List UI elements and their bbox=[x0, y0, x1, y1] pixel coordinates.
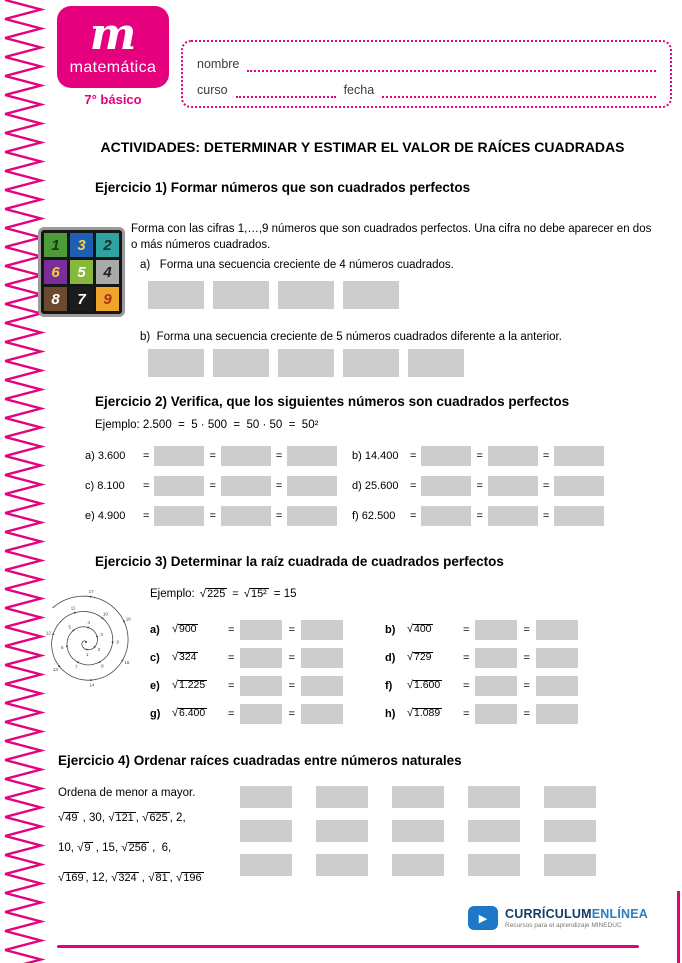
radicand: 729 bbox=[414, 652, 432, 664]
sqrt-expression bbox=[172, 652, 222, 664]
radical-sign-icon: √ bbox=[172, 651, 179, 664]
answer-box[interactable] bbox=[392, 854, 444, 876]
answer-box[interactable] bbox=[154, 476, 204, 496]
answer-box[interactable] bbox=[475, 676, 517, 696]
list-text: , bbox=[169, 872, 177, 884]
equals-sign: = bbox=[523, 680, 530, 692]
spiral-number: 14 bbox=[89, 682, 95, 688]
ex3-item-letter: a) bbox=[150, 624, 160, 636]
equals-sign: = bbox=[228, 708, 235, 720]
ex2-item-label: e) 4.900 bbox=[85, 510, 126, 522]
ex3-example-prefix: Ejemplo: bbox=[150, 588, 195, 601]
equals-sign: = bbox=[523, 652, 530, 664]
answer-box[interactable] bbox=[421, 506, 471, 526]
radical-sign-icon: √ bbox=[172, 679, 179, 692]
curriculum-en-linea-logo bbox=[468, 906, 648, 930]
spiral-number: 8 bbox=[101, 663, 104, 669]
equals-sign: = bbox=[232, 588, 239, 601]
sqrt-expression bbox=[108, 812, 136, 824]
answer-box[interactable] bbox=[301, 620, 343, 640]
equals-sign: = bbox=[476, 510, 483, 522]
answer-box[interactable] bbox=[421, 476, 471, 496]
sqrt-expression bbox=[407, 708, 457, 720]
equals-sign: = bbox=[209, 510, 216, 522]
radicand: 1.089 bbox=[414, 708, 441, 720]
answer-box[interactable] bbox=[240, 854, 292, 876]
ex4-number-list bbox=[58, 803, 238, 893]
spiral-number: 1 bbox=[85, 652, 89, 657]
sqrt-expression bbox=[58, 872, 86, 884]
equals-sign: = bbox=[463, 680, 470, 692]
answer-box[interactable] bbox=[154, 506, 204, 526]
sqrt-expression bbox=[58, 812, 79, 824]
ex3-example bbox=[150, 588, 296, 600]
equals-sign: = bbox=[542, 450, 550, 462]
equals-sign: = bbox=[463, 624, 470, 636]
ex2-item bbox=[352, 476, 670, 496]
answer-box[interactable] bbox=[154, 446, 204, 466]
footer-brand bbox=[505, 907, 648, 921]
curso-fecha-row bbox=[197, 76, 656, 98]
radical-sign-icon: √ bbox=[108, 811, 115, 824]
answer-box[interactable] bbox=[240, 820, 292, 842]
equals-sign: = bbox=[143, 510, 150, 522]
ex3-item-letter: c) bbox=[150, 652, 160, 664]
ex3-item bbox=[150, 620, 385, 640]
spiral-point bbox=[73, 630, 75, 632]
list-text: , bbox=[135, 812, 143, 824]
answer-box[interactable] bbox=[240, 676, 282, 696]
notebook-edge-decoration bbox=[0, 0, 46, 963]
radicand: 256 bbox=[128, 841, 147, 854]
ex2-item bbox=[352, 446, 670, 466]
ex2-item bbox=[85, 506, 352, 526]
equals-sign: = bbox=[288, 680, 295, 692]
ex2-items-grid bbox=[85, 446, 670, 526]
equals-sign: = bbox=[523, 624, 530, 636]
ex3-item-letter: e) bbox=[150, 680, 160, 692]
radical-sign-icon: √ bbox=[407, 623, 414, 636]
fecha-label: fecha bbox=[343, 83, 375, 97]
equals-sign: = bbox=[476, 480, 483, 492]
equals-sign: = bbox=[228, 680, 235, 692]
answer-box[interactable] bbox=[301, 648, 343, 668]
radical-sign-icon: √ bbox=[407, 651, 414, 664]
ex2-item-label: f) 62.500 bbox=[352, 510, 396, 522]
radical-sign-icon: √ bbox=[58, 811, 65, 824]
answer-box[interactable] bbox=[316, 786, 368, 808]
spiral-number: 11 bbox=[70, 605, 76, 611]
equals-sign: = bbox=[523, 708, 530, 720]
ex3-item bbox=[385, 648, 658, 668]
answer-box[interactable] bbox=[468, 786, 520, 808]
answer-box[interactable] bbox=[213, 281, 269, 309]
answer-box[interactable] bbox=[488, 476, 538, 496]
sqrt-expression bbox=[172, 680, 222, 692]
ex3-item-letter: b) bbox=[385, 624, 396, 636]
spiral-number: 17 bbox=[88, 589, 94, 595]
equals-sign: = bbox=[542, 480, 550, 492]
answer-box[interactable] bbox=[475, 648, 517, 668]
logo-grade-label: 7° básico bbox=[84, 92, 142, 107]
spiral-point bbox=[77, 661, 79, 663]
curso-field-line[interactable] bbox=[236, 80, 336, 98]
answer-box[interactable] bbox=[536, 620, 578, 640]
list-text: , 15, bbox=[92, 842, 122, 854]
digit-cell: 2 bbox=[96, 233, 119, 257]
digit-cell: 8 bbox=[44, 287, 67, 311]
spiral-point bbox=[74, 612, 76, 614]
ex4-number-list-line bbox=[58, 803, 238, 833]
ex2-item bbox=[352, 506, 670, 526]
ex3-items-grid bbox=[150, 620, 658, 724]
fecha-field-line[interactable] bbox=[382, 80, 656, 98]
equals-sign: = bbox=[476, 450, 483, 462]
ex4-number-list-line bbox=[58, 863, 238, 893]
sqrt-expression bbox=[172, 624, 222, 636]
worksheet-title: ACTIVIDADES: DETERMINAR Y ESTIMAR EL VALOR DE RAÍCES CUADRADAS bbox=[100, 139, 625, 155]
ex3-example-result: = 15 bbox=[273, 588, 297, 601]
answer-box[interactable] bbox=[221, 506, 271, 526]
list-text: , bbox=[138, 872, 149, 884]
answer-box[interactable] bbox=[544, 786, 596, 808]
radicand: 6.400 bbox=[179, 708, 206, 720]
digit-cell: 1 bbox=[44, 233, 67, 257]
spiral-number: 3 bbox=[100, 631, 103, 637]
radicand: 9 bbox=[84, 841, 91, 854]
theodorus-spiral-image bbox=[28, 576, 146, 706]
spiral-curve bbox=[52, 596, 129, 680]
radical-sign-icon: √ bbox=[172, 707, 179, 720]
ex2-example: Ejemplo: 2.500 = 5 · 500 = 50 · 50 = 50² bbox=[95, 419, 319, 431]
student-info-box bbox=[181, 40, 672, 108]
spiral-point bbox=[94, 646, 96, 648]
answer-box[interactable] bbox=[544, 854, 596, 876]
spiral-point bbox=[86, 649, 88, 651]
equals-sign: = bbox=[410, 450, 417, 462]
curso-label: curso bbox=[197, 83, 228, 97]
spiral-point bbox=[90, 596, 92, 598]
radical-sign-icon: √ bbox=[199, 588, 207, 600]
ex4-answer-grid bbox=[240, 786, 596, 876]
ex2-item-label: b) 14.400 bbox=[352, 450, 399, 462]
equals-sign: = bbox=[288, 624, 295, 636]
spiral-point bbox=[96, 636, 98, 638]
radical-sign-icon: √ bbox=[243, 588, 251, 600]
equals-sign: = bbox=[228, 624, 235, 636]
play-icon: ▶ bbox=[468, 906, 498, 930]
answer-box[interactable] bbox=[536, 648, 578, 668]
answer-box[interactable] bbox=[392, 820, 444, 842]
sqrt-expression bbox=[407, 680, 457, 692]
spiral-number: 6 bbox=[60, 645, 64, 650]
radicand: 400 bbox=[414, 624, 432, 636]
answer-box[interactable] bbox=[475, 704, 517, 724]
logo-m-letter: m bbox=[89, 9, 137, 60]
ex4-number-list-line bbox=[58, 833, 238, 863]
radicand: 49 bbox=[65, 811, 78, 824]
spiral-number: 13 bbox=[52, 667, 58, 672]
brand-enlinea: ENLÍNEA bbox=[591, 907, 648, 921]
answer-box[interactable] bbox=[536, 704, 578, 724]
ex3-item bbox=[385, 676, 658, 696]
digit-cell: 9 bbox=[96, 287, 119, 311]
answer-box[interactable] bbox=[544, 820, 596, 842]
answer-box[interactable] bbox=[468, 820, 520, 842]
equals-sign: = bbox=[288, 708, 295, 720]
spiral-center-point bbox=[85, 641, 87, 643]
brand-curriculum: CURRÍCULUM bbox=[505, 907, 592, 921]
spiral-point bbox=[122, 660, 124, 662]
answer-box[interactable] bbox=[278, 349, 334, 377]
sqrt-expression bbox=[407, 652, 457, 664]
ex3-item bbox=[150, 648, 385, 668]
radicand: 15² bbox=[251, 588, 267, 600]
spiral-number: 9 bbox=[116, 639, 119, 645]
answer-box[interactable] bbox=[287, 476, 337, 496]
equals-sign: = bbox=[228, 652, 235, 664]
radicand: 1.600 bbox=[414, 680, 441, 692]
footer-text-block bbox=[505, 907, 648, 929]
ex3-item bbox=[150, 704, 385, 724]
list-text: 10, bbox=[58, 842, 78, 854]
list-text: , 2, bbox=[169, 812, 186, 824]
answer-box[interactable] bbox=[240, 648, 282, 668]
ex2-item bbox=[85, 476, 352, 496]
spiral-number: 10 bbox=[102, 611, 108, 617]
spiral-number: 16 bbox=[125, 616, 131, 622]
answer-box[interactable] bbox=[536, 676, 578, 696]
answer-box[interactable] bbox=[287, 506, 337, 526]
ex2-item-label: d) 25.600 bbox=[352, 480, 399, 492]
ex1-heading: Ejercicio 1) Formar números que son cuadrados perfectos bbox=[95, 180, 471, 195]
answer-box[interactable] bbox=[554, 476, 604, 496]
equals-sign: = bbox=[275, 480, 283, 492]
equals-sign: = bbox=[288, 652, 295, 664]
ex2-item-label: c) 8.100 bbox=[85, 480, 125, 492]
answer-box[interactable] bbox=[343, 281, 399, 309]
answer-box[interactable] bbox=[554, 506, 604, 526]
ex3-item-letter: h) bbox=[385, 708, 396, 720]
spiral-number: 7 bbox=[74, 664, 78, 670]
answer-box[interactable] bbox=[316, 820, 368, 842]
spiral-number: 2 bbox=[97, 646, 101, 652]
radical-sign-icon: √ bbox=[58, 871, 65, 884]
ex1-answer-row-a bbox=[148, 281, 399, 309]
equals-sign: = bbox=[410, 480, 417, 492]
answer-box[interactable] bbox=[301, 704, 343, 724]
spiral-point bbox=[102, 617, 104, 619]
sqrt-expression bbox=[121, 842, 149, 854]
answer-box[interactable] bbox=[475, 620, 517, 640]
equals-sign: = bbox=[463, 652, 470, 664]
ex1-item-a-label: a) Forma una secuencia creciente de 4 números cuadrados. bbox=[140, 259, 454, 271]
ex1-item-b-label: b) Forma una secuencia creciente de 5 números cuadrados diferente a la anterior. bbox=[140, 331, 562, 343]
sqrt-expression bbox=[111, 872, 139, 884]
digit-cell: 4 bbox=[96, 260, 119, 284]
answer-box[interactable] bbox=[148, 349, 204, 377]
answer-box[interactable] bbox=[301, 676, 343, 696]
spiral-point bbox=[66, 645, 68, 647]
radicand: 324 bbox=[118, 871, 137, 884]
answer-box[interactable] bbox=[408, 349, 464, 377]
answer-box[interactable] bbox=[278, 281, 334, 309]
answer-box[interactable] bbox=[240, 704, 282, 724]
answer-box[interactable] bbox=[213, 349, 269, 377]
nombre-row bbox=[197, 50, 656, 72]
list-text: , 30, bbox=[79, 812, 109, 824]
sqrt-expression bbox=[244, 588, 269, 600]
radicand: 225 bbox=[207, 588, 226, 600]
radical-sign-icon: √ bbox=[172, 623, 179, 636]
spiral-number: 4 bbox=[87, 620, 91, 625]
answer-box[interactable] bbox=[221, 476, 271, 496]
equals-sign: = bbox=[275, 510, 283, 522]
digit-grid-image bbox=[38, 227, 125, 317]
sqrt-expression bbox=[172, 708, 222, 720]
sqrt-expression bbox=[148, 872, 169, 884]
ex3-item bbox=[385, 704, 658, 724]
answer-box[interactable] bbox=[287, 446, 337, 466]
radical-sign-icon: √ bbox=[77, 841, 84, 854]
answer-box[interactable] bbox=[468, 854, 520, 876]
answer-box[interactable] bbox=[148, 281, 204, 309]
digit-cell: 5 bbox=[70, 260, 93, 284]
answer-box[interactable] bbox=[343, 349, 399, 377]
radical-sign-icon: √ bbox=[121, 841, 128, 854]
answer-box[interactable] bbox=[488, 506, 538, 526]
radical-sign-icon: √ bbox=[142, 811, 149, 824]
ex3-item-letter: g) bbox=[150, 708, 161, 720]
radical-sign-icon: √ bbox=[111, 871, 118, 884]
ex4-intro: Ordena de menor a mayor. bbox=[58, 787, 196, 799]
spiral-point bbox=[87, 627, 89, 629]
spiral-number: 5 bbox=[68, 624, 72, 630]
radical-sign-icon: √ bbox=[407, 707, 414, 720]
equals-sign: = bbox=[143, 450, 150, 462]
ex2-item-label: a) 3.600 bbox=[85, 450, 126, 462]
matematica-logo bbox=[57, 6, 169, 88]
equals-sign: = bbox=[209, 480, 216, 492]
radicand: 81 bbox=[155, 871, 168, 884]
equals-sign: = bbox=[410, 510, 417, 522]
ex3-item bbox=[385, 620, 658, 640]
list-text: , 12, bbox=[85, 872, 112, 884]
spiral-point bbox=[58, 665, 60, 667]
radicand: 121 bbox=[115, 811, 134, 824]
radicand: 900 bbox=[179, 624, 197, 636]
nombre-field-line[interactable] bbox=[247, 54, 656, 72]
ex1-answer-row-b bbox=[148, 349, 464, 377]
spiral-point bbox=[52, 633, 54, 635]
ex2-item bbox=[85, 446, 352, 466]
sqrt-expression bbox=[200, 588, 228, 600]
radicand: 169 bbox=[65, 871, 84, 884]
radicand: 196 bbox=[183, 871, 202, 884]
radicand: 625 bbox=[149, 811, 168, 824]
answer-box[interactable] bbox=[392, 786, 444, 808]
digit-cell: 3 bbox=[70, 233, 93, 257]
equals-sign: = bbox=[463, 708, 470, 720]
answer-box[interactable] bbox=[240, 620, 282, 640]
logo-subject-label: matemática bbox=[69, 59, 157, 76]
sqrt-expression bbox=[77, 842, 92, 854]
equals-sign: = bbox=[275, 450, 283, 462]
ex4-heading: Ejercicio 4) Ordenar raíces cuadradas entre números naturales bbox=[58, 753, 462, 768]
spiral-point bbox=[123, 620, 125, 622]
answer-box[interactable] bbox=[240, 786, 292, 808]
radical-sign-icon: √ bbox=[148, 871, 155, 884]
answer-box[interactable] bbox=[488, 446, 538, 466]
radicand: 324 bbox=[179, 652, 197, 664]
ex3-item bbox=[150, 676, 385, 696]
equals-sign: = bbox=[143, 480, 150, 492]
answer-box[interactable] bbox=[421, 446, 471, 466]
spiral-number: 12 bbox=[45, 630, 51, 636]
right-edge-decoration bbox=[677, 891, 680, 963]
ex2-heading: Ejercicio 2) Verifica, que los siguientes números son cuadrados perfectos bbox=[95, 394, 570, 409]
list-text: , 6, bbox=[148, 842, 172, 854]
nombre-label: nombre bbox=[197, 57, 240, 71]
digit-grid bbox=[44, 233, 119, 311]
ex3-item-letter: d) bbox=[385, 652, 396, 664]
spiral-number: 15 bbox=[124, 660, 130, 666]
radical-sign-icon: √ bbox=[407, 679, 414, 692]
answer-box[interactable] bbox=[554, 446, 604, 466]
equals-sign: = bbox=[542, 510, 550, 522]
equals-sign: = bbox=[209, 450, 216, 462]
answer-box[interactable] bbox=[221, 446, 271, 466]
answer-box[interactable] bbox=[316, 854, 368, 876]
digit-cell: 7 bbox=[70, 287, 93, 311]
ex1-instructions: Forma con las cifras 1,…,9 números que son cuadrados perfectos. Una cifra no debe aparecer en dos o más números cuadrados. bbox=[131, 223, 652, 252]
radicand: 1.225 bbox=[179, 680, 206, 692]
radical-sign-icon: √ bbox=[176, 871, 183, 884]
bottom-divider-line bbox=[57, 945, 639, 948]
ex3-item-letter: f) bbox=[385, 680, 393, 692]
spiral-point bbox=[90, 679, 92, 681]
sqrt-expression bbox=[142, 812, 170, 824]
spiral-point bbox=[112, 641, 114, 643]
digit-cell: 6 bbox=[44, 260, 67, 284]
sqrt-expression bbox=[407, 624, 457, 636]
ex3-heading: Ejercicio 3) Determinar la raíz cuadrada de cuadrados perfectos bbox=[95, 554, 504, 569]
sqrt-expression bbox=[176, 872, 204, 884]
footer-tagline: Recursos para el aprendizaje MINEDUC bbox=[505, 922, 622, 929]
